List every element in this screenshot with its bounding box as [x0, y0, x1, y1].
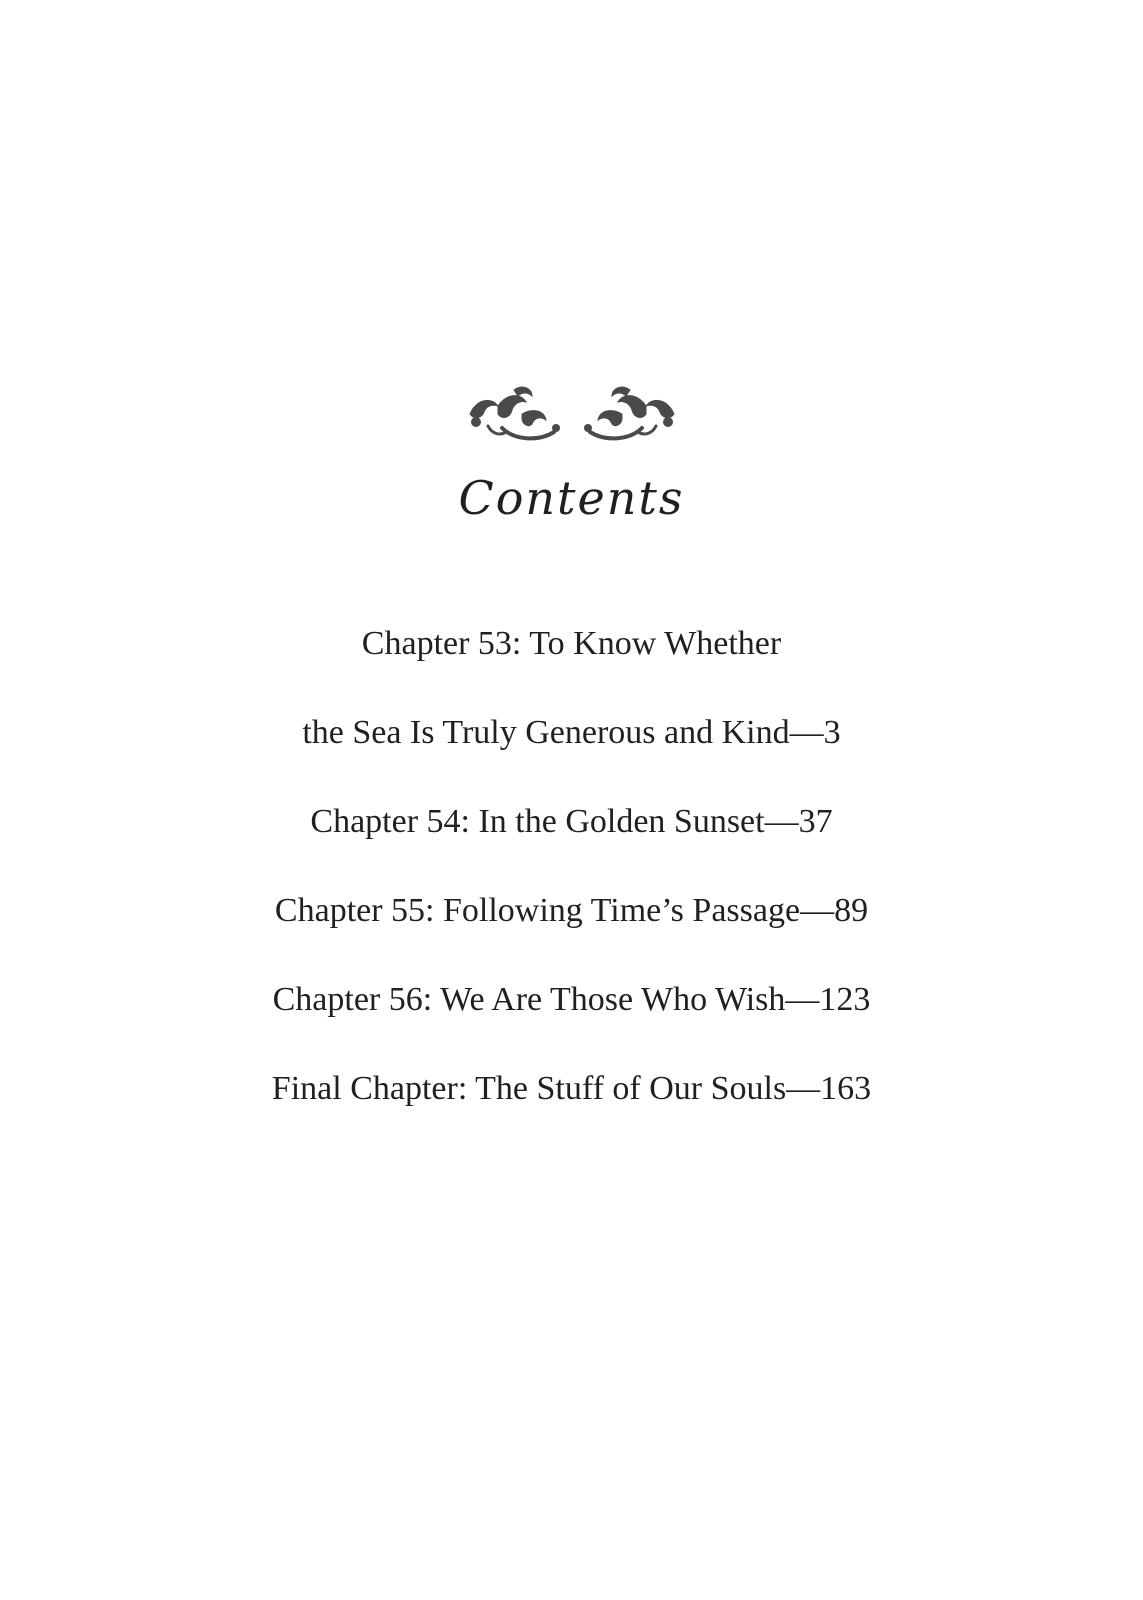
- toc-entry-chapter-54[interactable]: Chapter 54: In the Golden Sunset—37: [310, 803, 833, 840]
- table-of-contents: [0, 625, 1143, 1164]
- toc-entry-chapter-56[interactable]: Chapter 56: We Are Those Who Wish—123: [272, 981, 871, 1018]
- ornament-left: [470, 387, 560, 438]
- toc-entry-chapter-53-line-1[interactable]: Chapter 53: To Know Whether: [361, 625, 782, 662]
- floral-ornament-svg: [462, 380, 682, 450]
- toc-entry-final-chapter[interactable]: Final Chapter: The Stuff of Our Souls—163: [271, 1070, 872, 1107]
- toc-entry-chapter-55[interactable]: Chapter 55: Following Time’s Passage—89: [274, 892, 869, 929]
- ornament-right: [584, 387, 674, 438]
- floral-ornament-icon: [0, 380, 1143, 450]
- page-title: Contents: [458, 471, 685, 525]
- toc-entry-chapter-53-line-2[interactable]: the Sea Is Truly Generous and Kind—3: [302, 714, 841, 751]
